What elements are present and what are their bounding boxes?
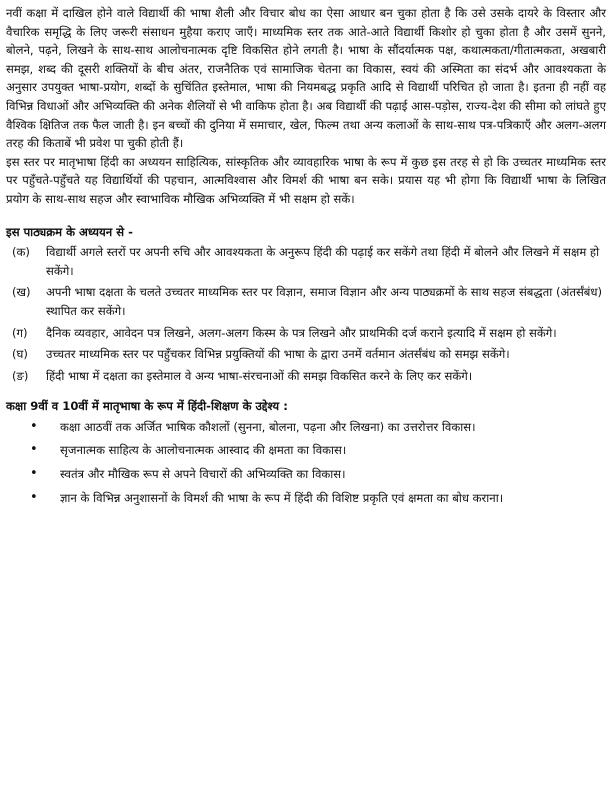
list-item-text: ज्ञान के विभिन्न अनुशासनों के विमर्श की भाषा के रूप में हिंदी की विशिष्ट प्रकृति एवं क्षमता का बोध कराना। xyxy=(60,490,504,505)
list-item-marker: (घ) xyxy=(12,347,28,362)
list-item-text: दैनिक व्यवहार, आवेदन पत्र लिखने, अलग-अलग किस्म के पत्र लिखने और प्राथमिकी दर्ज कराने इत्यादि में सक्षम हो सकेंगे। xyxy=(46,325,557,340)
intro-paragraph-2: इस स्तर पर मातृभाषा हिंदी का अध्ययन साहित्यिक, सांस्कृतिक और व्यावहारिक भाषा के रूप में कुछ इस तरह से हो कि उच्चतर माध्यमिक स्तर पर पहुँचते-पहुँचते यह विद्यार्थियों की पहचान, आत्मविश्वास और विमर्श की भाषा बन सके। प्रयास यह भी होगा कि विद्यार्थी भाषा के लिखित प्रयोग के साथ-साथ सहज और स्वाभाविक मौखिक अभिव्यक्ति में भी सक्षम हो सकें। xyxy=(6,154,606,206)
section-heading-course-study: इस पाठ्यक्रम के अध्ययन से - xyxy=(6,224,133,239)
intro-paragraph-1: नवीं कक्षा में दाखिल होने वाले विद्यार्थी की भाषा शैली और विचार बोध का ऐसा आधार बन चुका होता है कि उसे उसके दायरे के विस्तार और वैचारिक समृद्धि के लिए जरूरी संसाधन मुहैया कराए जाएँ। माध्यमिक स्तर तक आते-आते विद्यार्थी किशोर हो चुका होता है और उसमें सुनने, बोलने, पढ़ने, लिखने के साथ-साथ आलोचनात्मक दृष्टि विकसित होने लगती है। भाषा के सौंदर्यात्मक पक्ष, कथात्मकता/गीतात्मकता, अखबारी समझ, शब्द की दूसरी शक्तियों के बीच अंतर, राजनैतिक एवं सामाजिक चेतना का विकास, स्वयं की अस्मिता का संदर्भ और आवश्यकता के अनुसार उपयुक्त भाषा-प्रयोग, शब्दों के सुचिंतित इस्तेमाल, भाषा की नियमबद्ध प्रकृति आदि से विद्यार्थी परिचित हो जाता है। इतना ही नहीं वह विभिन्न विधाओं और अभिव्यक्ति की अनेक शैलियों से भी वाकिफ होता है। अब विद्यार्थी की पढ़ाई आस-पड़ोस, राज्य-देश की सीमा को लांघते हुए वैश्विक क्षितिज तक फैल जाती है। इन बच्चों की दुनिया में समाचार, खेल, फिल्म तथा अन्य कलाओं के साथ-साथ पत्र-पत्रिकाएँ और अलग-अलग तरह की किताबें भी प्रवेश पा चुकी होती हैं। xyxy=(6,6,606,151)
list-item-text: सृजनात्मक साहित्य के आलोचनात्मक आस्वाद की क्षमता का विकास। xyxy=(60,443,347,458)
bullet-icon: • xyxy=(30,489,38,505)
bullet-icon: • xyxy=(30,466,38,482)
list-item-text: स्वतंत्र और मौखिक रूप से अपने विचारों की अभिव्यक्ति का विकास। xyxy=(60,467,346,482)
list-item xyxy=(6,345,606,364)
list-item xyxy=(6,324,606,343)
list-item xyxy=(6,367,606,386)
list-item xyxy=(6,243,606,280)
list-item-text: हिंदी भाषा में दक्षता का इस्तेमाल वे अन्य भाषा-संरचनाओं की समझ विकसित करने के लिए कर सकेंगे। xyxy=(46,368,473,383)
list-item xyxy=(6,465,606,484)
list-item xyxy=(6,418,606,437)
list-item-marker: (ख) xyxy=(12,285,31,300)
list-item-marker: (ङ) xyxy=(12,368,29,383)
list-item-text: उच्चतर माध्यमिक स्तर पर पहुँचकर विभिन्न प्रयुक्तियों की भाषा के द्वारा उनमें वर्तमान अंतर्संबंध को समझ सकेंगे। xyxy=(46,347,510,362)
objectives-list xyxy=(6,418,606,507)
list-item-text: अपनी भाषा दक्षता के चलते उच्चतर माध्यमिक स्तर पर विज्ञान, समाज विज्ञान और अन्य पाठ्यक्रमों के साथ सहज संबद्धता (अंतर्संबंध) स्थापित कर सकेंगे। xyxy=(46,285,603,318)
list-item-text: विद्यार्थी अगले स्तरों पर अपनी रुचि और आवश्यकता के अनुरूप हिंदी की पढ़ाई कर सकेंगे तथा हिंदी में बोलने और लिखने में सक्षम हो सकेंगे। xyxy=(46,245,600,278)
list-item xyxy=(6,489,606,508)
list-item xyxy=(6,283,606,320)
list-item xyxy=(6,441,606,460)
list-item-text: कक्षा आठवीं तक अर्जित भाषिक कौशलों (सुनना, बोलना, पढ़ना और लिखना) का उत्तरोत्तर विकास। xyxy=(60,419,476,434)
list-item-marker: (ग) xyxy=(12,325,28,340)
section-heading-objectives: कक्षा 9वीं व 10वीं में मातृभाषा के रूप में हिंदी-शिक्षण के उद्देश्य : xyxy=(6,399,288,414)
list-item-marker: (क) xyxy=(12,245,30,260)
course-outcomes-list xyxy=(6,243,606,385)
bullet-icon: • xyxy=(30,418,38,434)
bullet-icon: • xyxy=(30,442,38,458)
